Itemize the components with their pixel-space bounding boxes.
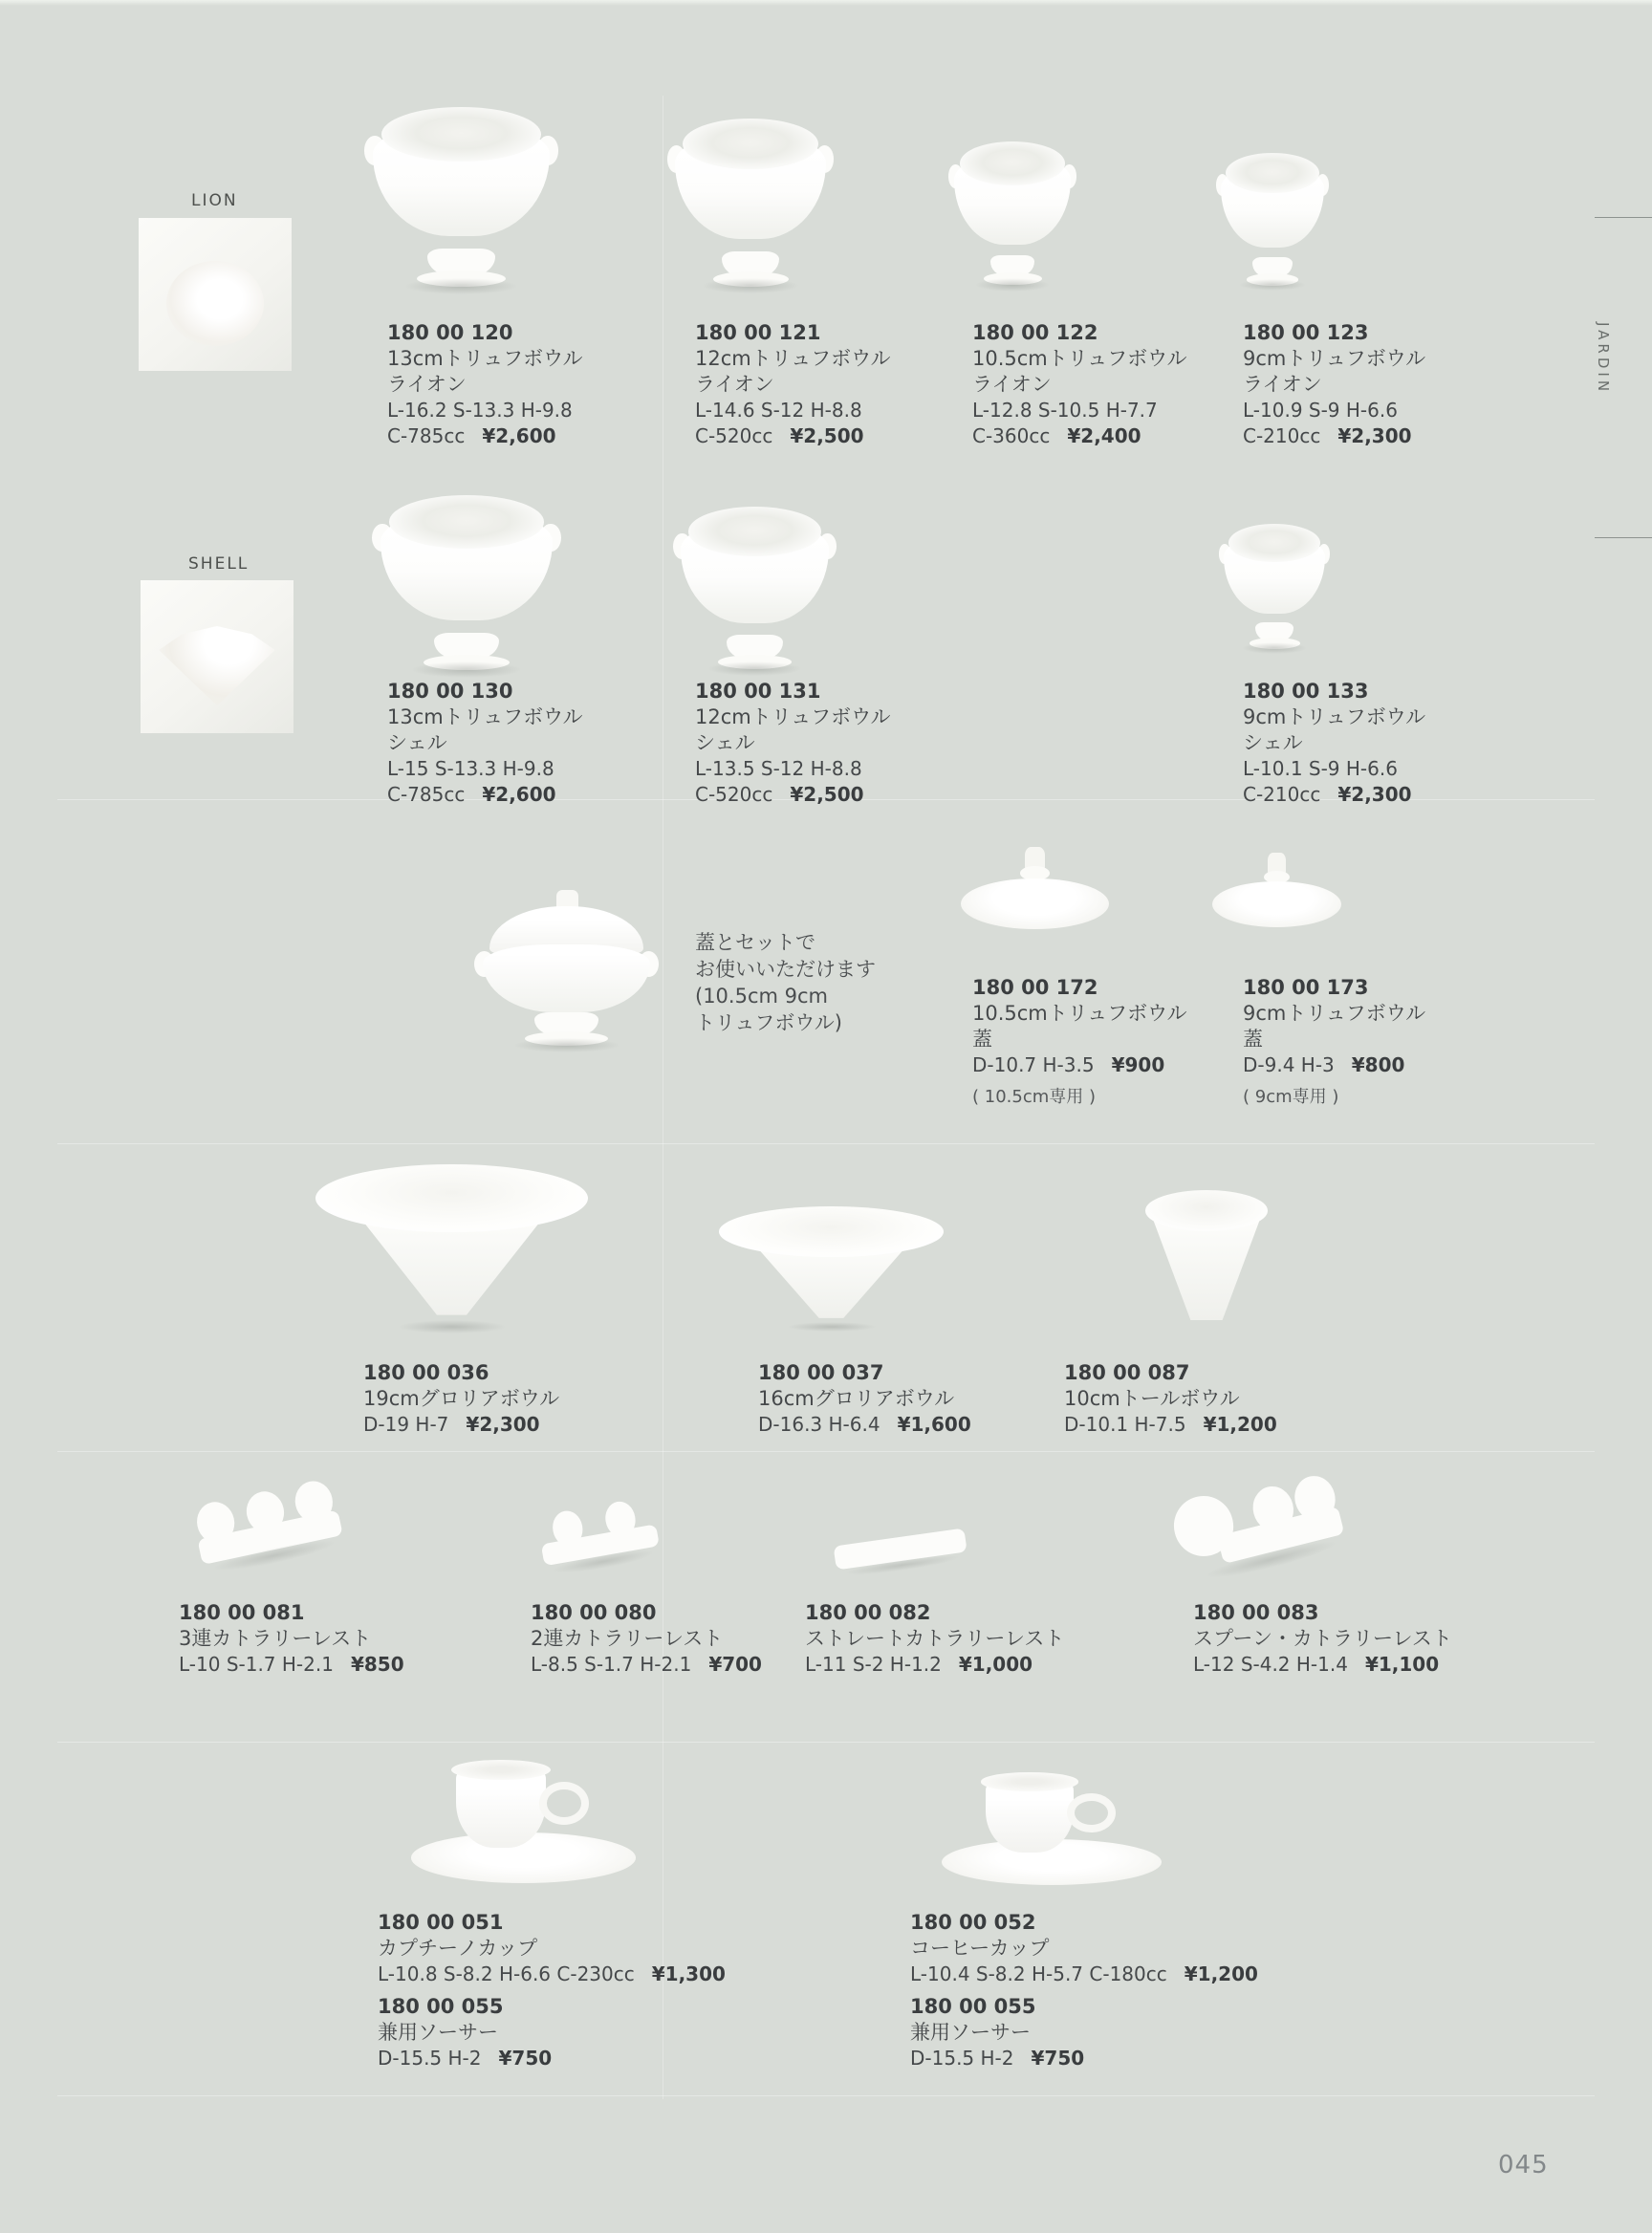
product-dims: L-14.6 S-12 H-8.8 <box>695 399 862 422</box>
product-photo-cutlery-rest-2 <box>536 1496 662 1574</box>
product-photo-truffle-bowl-12-lion <box>675 119 826 289</box>
product-price: ¥2,400 <box>1067 424 1141 447</box>
product-name: 10cmトールボウル <box>1064 1387 1240 1410</box>
product-dims: D-9.4 H-3 <box>1243 1053 1335 1076</box>
product-code: 180 00 123 <box>1243 321 1369 344</box>
product-photo-truffle-bowl-9-lion <box>1221 153 1324 287</box>
product-name: 3連カトラリーレスト <box>179 1627 372 1650</box>
product-code: 180 00 081 <box>179 1601 305 1624</box>
product-info <box>1243 679 1425 808</box>
grid-line <box>57 1451 1595 1452</box>
product-name: 13cmトリュフボウル <box>387 705 583 728</box>
product-name: 12cmトリュフボウル <box>695 347 891 370</box>
product-name: 9cmトリュフボウル <box>1243 705 1426 728</box>
product-price: ¥2,600 <box>482 783 556 806</box>
page-number: 045 <box>1498 2151 1549 2179</box>
product-photo-cappuccino-cup <box>411 1757 636 1883</box>
product-price: ¥2,500 <box>790 783 864 806</box>
product-price: ¥700 <box>708 1653 762 1676</box>
product-photo-lid-9 <box>1212 853 1341 927</box>
product-photo-lid-10-5 <box>961 847 1109 929</box>
product-code: 180 00 055 <box>378 1995 504 2018</box>
product-code: 180 00 122 <box>972 321 1098 344</box>
product-photo-gloria-bowl-19 <box>315 1164 588 1327</box>
product-subname: 蓋 <box>1243 1028 1263 1051</box>
product-info <box>972 975 1187 1109</box>
product-code: 180 00 082 <box>805 1601 931 1624</box>
product-capacity: C-360cc <box>972 424 1051 447</box>
product-info <box>378 1994 552 2071</box>
product-info <box>531 1600 762 1678</box>
product-info <box>1243 320 1425 449</box>
product-info <box>695 320 890 449</box>
shell-photo-fan <box>159 626 275 705</box>
product-subname: シェル <box>1243 731 1303 754</box>
product-dims: D-10.1 H-7.5 <box>1064 1413 1186 1436</box>
product-info <box>1193 1600 1452 1678</box>
product-price: ¥2,500 <box>790 424 864 447</box>
note-line: 蓋とセットで <box>695 931 815 954</box>
grid-line <box>57 2095 1595 2096</box>
product-photo-cutlery-rest-3 <box>190 1477 345 1574</box>
product-name: カプチーノカップ <box>378 1937 538 1960</box>
product-dims: L-12.8 S-10.5 H-7.7 <box>972 399 1158 422</box>
product-name: 13cmトリュフボウル <box>387 347 583 370</box>
product-name: ストレートカトラリーレスト <box>805 1627 1065 1650</box>
product-name: 10.5cmトリュフボウル <box>972 1002 1187 1025</box>
jardin-sidebar-label: JARDIN <box>1595 322 1612 396</box>
product-code: 180 00 087 <box>1064 1361 1190 1384</box>
product-subname: ライオン <box>695 373 774 396</box>
note-line: (10.5cm 9cm <box>695 985 828 1008</box>
product-info <box>387 320 582 449</box>
product-code: 180 00 131 <box>695 680 821 703</box>
section-label-lion: LION <box>191 191 238 210</box>
product-name: 9cmトリュフボウル <box>1243 347 1426 370</box>
product-dims: D-15.5 H-2 <box>378 2047 482 2070</box>
product-price: ¥2,300 <box>466 1413 540 1436</box>
product-price: ¥750 <box>1031 2047 1085 2070</box>
product-price: ¥1,300 <box>651 1962 726 1985</box>
product-dims: L-10 S-1.7 H-2.1 <box>179 1653 334 1676</box>
product-price: ¥2,600 <box>482 424 556 447</box>
product-photo-tall-bowl-10 <box>1145 1190 1268 1326</box>
product-code: 180 00 055 <box>910 1995 1036 2018</box>
product-info <box>805 1600 1064 1678</box>
product-code: 180 00 080 <box>531 1601 657 1624</box>
tick-line <box>1595 537 1652 538</box>
product-info <box>695 679 890 808</box>
product-capacity: C-785cc <box>387 424 466 447</box>
note-line: お使いいただけます <box>695 958 876 981</box>
product-price: ¥1,200 <box>1184 1962 1258 1985</box>
product-photo-truffle-bowl-12-shell <box>681 507 829 671</box>
product-name: 兼用ソーサー <box>378 2021 498 2044</box>
grid-line <box>57 1742 1595 1743</box>
product-info <box>1243 975 1425 1109</box>
product-dims: D-19 H-7 <box>363 1413 449 1436</box>
product-code: 180 00 120 <box>387 321 513 344</box>
product-info <box>1064 1360 1277 1438</box>
product-name: スプーン・カトラリーレスト <box>1193 1627 1452 1650</box>
product-dims: D-16.3 H-6.4 <box>758 1413 880 1436</box>
product-dims: D-10.7 H-3.5 <box>972 1053 1095 1076</box>
grid-line <box>57 1143 1595 1144</box>
product-code: 180 00 037 <box>758 1361 884 1384</box>
product-capacity: C-520cc <box>695 783 773 806</box>
product-price: ¥800 <box>1351 1053 1405 1076</box>
product-subname: ライオン <box>972 373 1052 396</box>
product-capacity: C-785cc <box>387 783 466 806</box>
product-name: 16cmグロリアボウル <box>758 1387 955 1410</box>
product-subname: 蓋 <box>972 1028 992 1051</box>
product-dims: L-11 S-2 H-1.2 <box>805 1653 942 1676</box>
product-price: ¥750 <box>498 2047 553 2070</box>
tick-line <box>1595 217 1652 218</box>
product-name: 19cmグロリアボウル <box>363 1387 560 1410</box>
product-code: 180 00 133 <box>1243 680 1369 703</box>
product-usage-note: ( 9cm専用 ) <box>1243 1087 1339 1107</box>
product-dims: L-12 S-4.2 H-1.4 <box>1193 1653 1348 1676</box>
section-label-shell: SHELL <box>188 554 250 574</box>
product-dims: L-10.1 S-9 H-6.6 <box>1243 757 1398 780</box>
product-capacity: C-520cc <box>695 424 773 447</box>
product-photo-cutlery-rest-spoon <box>1179 1472 1347 1582</box>
product-photo-truffle-bowl-9-shell <box>1224 524 1325 650</box>
lion-photo-blob <box>166 261 264 347</box>
product-name: 兼用ソーサー <box>910 2021 1031 2044</box>
product-subname: シェル <box>387 731 447 754</box>
product-usage-note: ( 10.5cm専用 ) <box>972 1087 1096 1107</box>
product-subname: ライオン <box>1243 373 1322 396</box>
product-photo-truffle-bowl-13-lion <box>373 107 550 289</box>
product-info <box>972 320 1187 449</box>
product-capacity: C-210cc <box>1243 424 1321 447</box>
product-info <box>363 1360 559 1438</box>
note-line: トリュフボウル) <box>695 1011 842 1034</box>
product-photo-truffle-bowl-13-shell <box>380 495 553 672</box>
product-code: 180 00 121 <box>695 321 821 344</box>
product-info <box>179 1600 404 1678</box>
product-price: ¥1,600 <box>897 1413 971 1436</box>
product-photo-coffee-cup <box>942 1770 1162 1885</box>
product-code: 180 00 172 <box>972 976 1098 999</box>
product-code: 180 00 051 <box>378 1911 504 1934</box>
product-code: 180 00 036 <box>363 1361 489 1384</box>
product-photo-gloria-bowl-16 <box>719 1206 944 1327</box>
product-name: 9cmトリュフボウル <box>1243 1002 1426 1025</box>
product-info <box>758 1360 971 1438</box>
product-name: 10.5cmトリュフボウル <box>972 347 1187 370</box>
product-name: コーヒーカップ <box>910 1937 1050 1960</box>
product-price: ¥1,200 <box>1203 1413 1277 1436</box>
product-price: ¥2,300 <box>1337 424 1412 447</box>
product-dims: L-15 S-13.3 H-9.8 <box>387 757 554 780</box>
product-dims: L-8.5 S-1.7 H-2.1 <box>531 1653 692 1676</box>
note-text <box>695 929 876 1036</box>
product-dims: L-10.4 S-8.2 H-5.7 C-180cc <box>910 1962 1167 1985</box>
product-subname: シェル <box>695 731 755 754</box>
product-dims: L-10.9 S-9 H-6.6 <box>1243 399 1398 422</box>
product-capacity: C-210cc <box>1243 783 1321 806</box>
product-info <box>387 679 582 808</box>
product-price: ¥1,100 <box>1364 1653 1440 1676</box>
product-code: 180 00 130 <box>387 680 513 703</box>
product-code: 180 00 052 <box>910 1911 1036 1934</box>
lion-thumbnail <box>139 218 292 371</box>
product-name: 12cmトリュフボウル <box>695 705 891 728</box>
product-price: ¥850 <box>350 1653 404 1676</box>
product-photo-truffle-bowl-10-lion <box>954 141 1071 287</box>
product-name: 2連カトラリーレスト <box>531 1627 724 1650</box>
product-photo-cutlery-rest-straight <box>831 1513 967 1577</box>
scan-edge <box>0 0 1652 6</box>
product-info <box>910 1910 1258 1987</box>
product-price: ¥900 <box>1111 1053 1165 1076</box>
product-dims: D-15.5 H-2 <box>910 2047 1014 2070</box>
product-code: 180 00 173 <box>1243 976 1369 999</box>
product-info <box>378 1910 726 1987</box>
product-code: 180 00 083 <box>1193 1601 1319 1624</box>
shell-thumbnail <box>141 580 293 733</box>
product-price: ¥2,300 <box>1337 783 1412 806</box>
product-dims: L-10.8 S-8.2 H-6.6 C-230cc <box>378 1962 635 1985</box>
product-photo-tureen-with-lid <box>483 887 650 1048</box>
product-info <box>910 1994 1084 2071</box>
product-dims: L-13.5 S-12 H-8.8 <box>695 757 862 780</box>
product-subname: ライオン <box>387 373 467 396</box>
product-dims: L-16.2 S-13.3 H-9.8 <box>387 399 573 422</box>
product-price: ¥1,000 <box>958 1653 1033 1676</box>
